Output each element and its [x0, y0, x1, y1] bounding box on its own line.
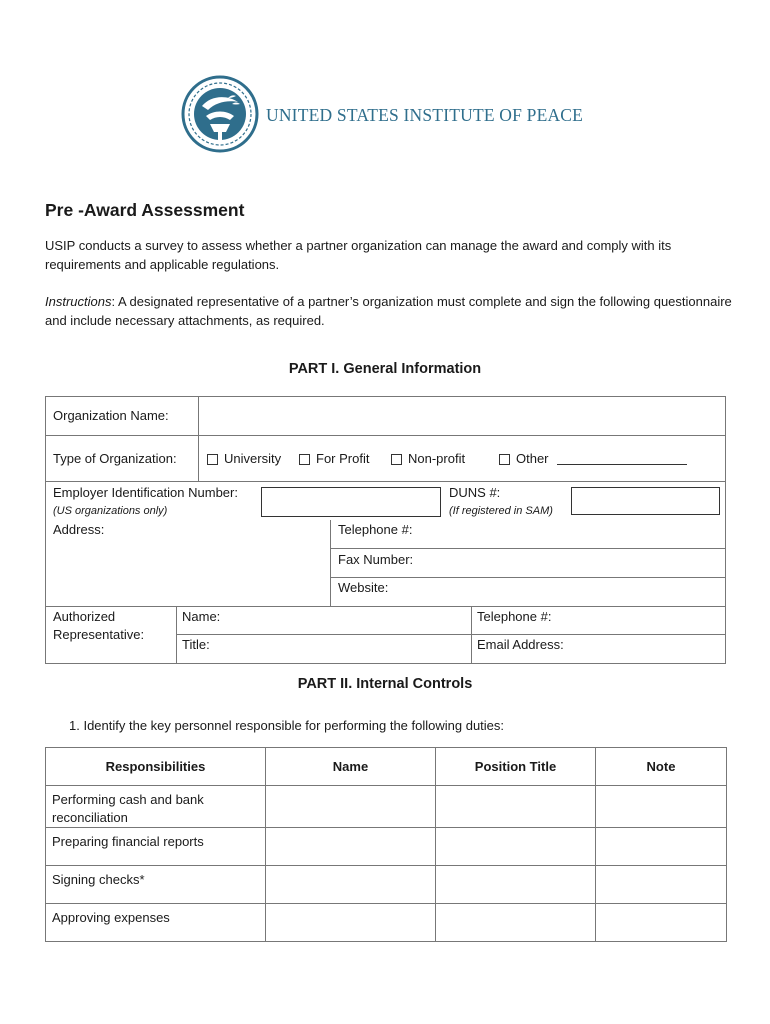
option-label: Other — [516, 451, 549, 466]
auth-rep-label-line2: Representative: — [53, 627, 145, 642]
other-specify-line[interactable] — [557, 453, 687, 465]
for-profit-checkbox[interactable] — [299, 451, 369, 467]
checkbox-icon — [391, 454, 402, 465]
responsibility-cell — [46, 866, 266, 904]
instructions-text: : A designated representative of a partner’s organization must complete and sign the following questionnaire and include necessary attachments, as required. — [45, 294, 732, 328]
responsibility-text: Preparing financial reports — [52, 834, 204, 849]
rep-title-label: Title: — [182, 637, 210, 652]
instructions-label: Instructions — [45, 294, 112, 309]
responsibility-text: Approving expenses — [52, 910, 170, 925]
auth-rep-label-line1: Authorized — [53, 609, 116, 624]
duns-note: (If registered in SAM) — [449, 505, 553, 517]
rep-name-label: Name: — [182, 609, 221, 624]
note-cell[interactable] — [596, 786, 727, 828]
position-cell[interactable] — [436, 904, 596, 942]
usip-seal-icon — [180, 74, 260, 154]
rep-telephone-label: Telephone #: — [477, 609, 552, 624]
page-title: Pre -Award Assessment — [45, 200, 245, 220]
table-row — [46, 828, 727, 866]
col-note: Note — [596, 748, 727, 786]
duns-label: DUNS #: — [449, 485, 501, 500]
website-label: Website: — [338, 580, 389, 595]
col-responsibilities: Responsibilities — [46, 748, 266, 786]
divider — [471, 606, 472, 664]
fax-label: Fax Number: — [338, 552, 414, 567]
option-label: Non-profit — [408, 451, 466, 466]
org-name-field[interactable] — [199, 397, 725, 435]
telephone-label: Telephone #: — [338, 522, 413, 537]
personnel-table — [45, 747, 727, 942]
divider — [45, 435, 726, 436]
university-checkbox[interactable] — [207, 451, 281, 467]
responsibility-cell — [46, 904, 266, 942]
org-name-logo-text: UNITED STATES INSTITUTE OF PEACE — [266, 104, 584, 125]
divider — [330, 577, 726, 578]
address-label: Address: — [53, 522, 105, 537]
table-row — [46, 786, 727, 828]
position-cell[interactable] — [436, 786, 596, 828]
position-cell[interactable] — [436, 828, 596, 866]
intro-paragraph: USIP conducts a survey to assess whether a partner organization can manage the award and comply with its requirements and applicable regulations. — [45, 238, 672, 272]
table-row — [46, 866, 727, 904]
rep-email-label: Email Address: — [477, 637, 564, 652]
responsibility-text: Signing checks* — [52, 872, 145, 887]
instructions-paragraph — [45, 292, 735, 330]
divider — [330, 548, 726, 549]
divider — [330, 520, 331, 606]
name-cell[interactable] — [266, 866, 436, 904]
usip-logo — [180, 74, 583, 154]
responsibility-cell — [46, 786, 266, 828]
note-cell[interactable] — [596, 904, 727, 942]
note-cell[interactable] — [596, 866, 727, 904]
address-field[interactable] — [46, 538, 329, 605]
checkbox-icon — [207, 454, 218, 465]
org-name-label: Organization Name: — [53, 408, 169, 423]
ein-note: (US organizations only) — [53, 505, 168, 517]
checkbox-icon — [499, 454, 510, 465]
divider — [45, 481, 726, 482]
responsibility-text: Performing cash and bank reconciliation — [52, 792, 204, 825]
name-cell[interactable] — [266, 904, 436, 942]
table-row — [46, 904, 727, 942]
col-position-title: Position Title — [436, 748, 596, 786]
table-header-row — [46, 748, 727, 786]
position-cell[interactable] — [436, 866, 596, 904]
option-label: University — [224, 451, 282, 466]
duns-input[interactable] — [571, 487, 720, 515]
note-cell[interactable] — [596, 828, 727, 866]
responsibility-cell — [46, 828, 266, 866]
checkbox-icon — [299, 454, 310, 465]
part2-heading: PART II. Internal Controls — [297, 676, 473, 692]
name-cell[interactable] — [266, 828, 436, 866]
question-1: 1. Identify the key personnel responsible for performing the following duties: — [69, 718, 505, 733]
ein-input[interactable] — [261, 487, 441, 517]
divider — [176, 634, 726, 635]
other-checkbox[interactable] — [499, 451, 687, 467]
divider — [176, 606, 177, 664]
non-profit-checkbox[interactable] — [391, 451, 465, 467]
part1-heading: PART I. General Information — [288, 361, 482, 377]
ein-label: Employer Identification Number: — [53, 485, 238, 500]
col-name: Name — [266, 748, 436, 786]
name-cell[interactable] — [266, 786, 436, 828]
divider — [45, 606, 726, 607]
option-label: For Profit — [316, 451, 370, 466]
org-type-label: Type of Organization: — [53, 451, 177, 466]
